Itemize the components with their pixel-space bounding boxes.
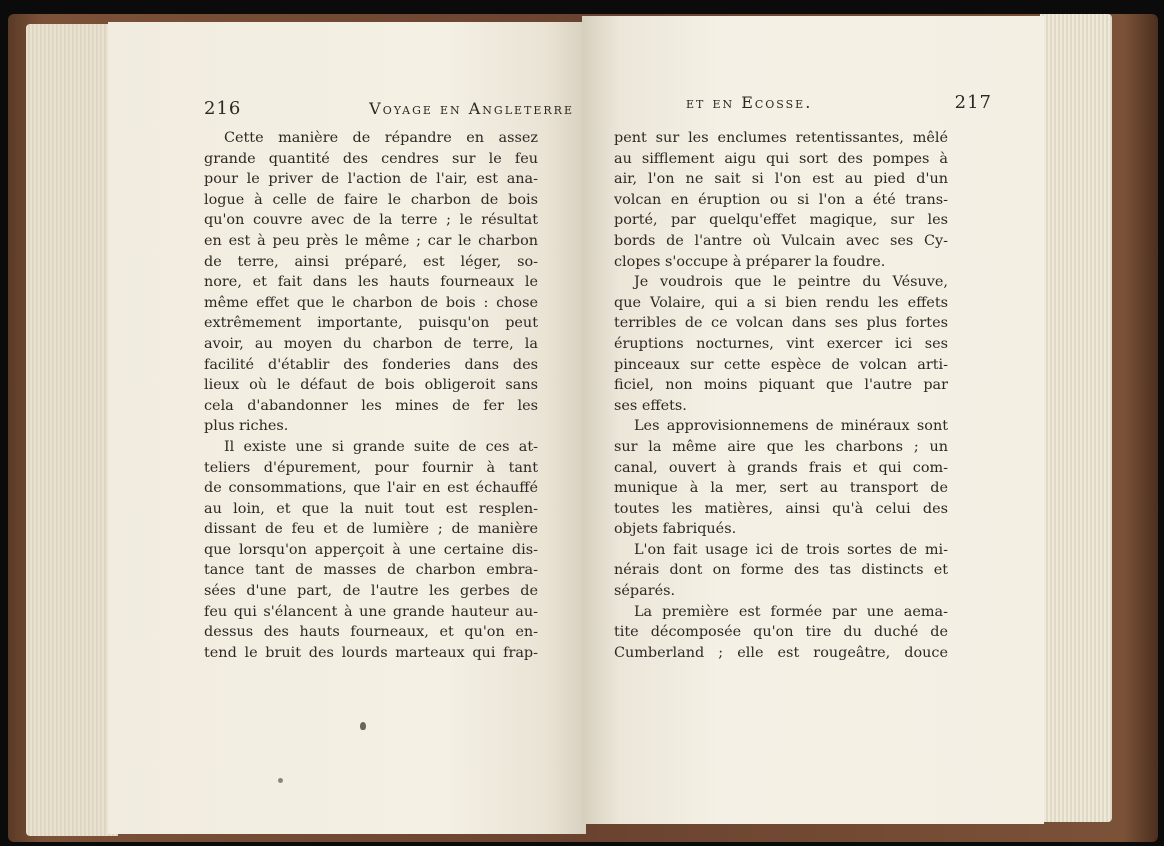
text-line: ficiel, non moins piquant que l'autre par [614, 377, 948, 394]
text-line: dissant de feu et de lumière ; de manière [204, 521, 538, 538]
page-number: 216 [204, 98, 242, 119]
text-line: grande quantité des cendres sur le feu [204, 150, 538, 167]
running-head: et en Ecosse. [686, 93, 813, 112]
text-line: pour le priver de l'action de l'air, est ana- [204, 171, 538, 188]
text-line: éruptions nocturnes, vint exercer ici ses [614, 335, 948, 352]
text-line: que lorsqu'on apperçoit à une certaine dis- [204, 541, 538, 558]
text-line: de consommations, que l'air en est échauffé [204, 480, 538, 497]
text-line: nore, et fait dans les hauts fourneaux le [204, 274, 538, 291]
text-line: terribles de ce volcan dans ses plus fortes [614, 315, 948, 332]
text-line: extrêmement importante, puisqu'on peut [204, 315, 538, 332]
text-line: facilité d'établir des fonderies dans des [204, 356, 538, 373]
text-line: La première est formée par une aema- [634, 603, 948, 620]
text-line: sur la même aire que les charbons ; un [614, 438, 948, 455]
text-line: séparés. [614, 583, 676, 600]
text-line: Il existe une si grande suite de ces at- [224, 438, 538, 455]
right-page-header [622, 92, 992, 113]
text-line: feu qui s'élancent à une grande hauteur au- [204, 603, 538, 620]
text-line: avoir, au moyen du charbon de terre, la [204, 335, 538, 352]
text-line: Cumberland ; elle est rougeâtre, douce [614, 644, 948, 661]
text-line: au loin, et que la nuit tout est resplen- [204, 500, 538, 517]
text-line: air, l'on ne sait si l'on est au pied d'un [614, 171, 948, 188]
text-line: L'on fait usage ici de trois sortes de mi- [634, 541, 948, 558]
text-line: sées d'une part, de l'autre les gerbes de [204, 583, 538, 600]
ink-spot [278, 778, 283, 783]
text-line: pinceaux sur cette espèce de volcan arti- [614, 356, 948, 373]
right-page [582, 16, 1044, 824]
running-head: Voyage en Angleterre [369, 99, 574, 118]
page-edges-left [26, 24, 118, 836]
text-line: plus riches. [204, 418, 289, 435]
text-line: ses effets. [614, 397, 687, 414]
text-line: de terre, ainsi préparé, est léger, so- [204, 253, 538, 270]
text-line: clopes s'occupe à préparer la foudre. [614, 253, 886, 270]
ink-spot [360, 722, 366, 730]
text-line: toutes les matières, ainsi qu'à celui des [614, 500, 948, 517]
text-line: Les approvisionnemens de minéraux sont [634, 418, 948, 435]
page-edges-right [1040, 14, 1112, 822]
text-line: canal, ouvert à grands frais et qui com- [614, 459, 948, 476]
text-line: que Volaire, qui a si bien rendu les effets [614, 294, 948, 311]
text-line: Cette manière de répandre en assez [224, 130, 538, 146]
text-line: munique à la mer, sert au transport de [614, 480, 948, 497]
text-line: cela d'abandonner les mines de fer les [204, 397, 538, 414]
right-page-text [614, 128, 948, 663]
text-line: tite décomposée qu'on tire du duché de [614, 624, 948, 641]
text-line: en est à peu près le même ; car le charbon [204, 232, 538, 249]
text-line: nérais dont on forme des tas distincts et [614, 562, 948, 579]
text-line: tance tant de masses de charbon embra- [204, 562, 538, 579]
text-line: au sifflement aigu qui sort des pompes à [614, 150, 948, 167]
text-line: bords de l'antre où Vulcain avec ses Cy- [614, 232, 948, 249]
text-line: qu'on couvre avec de la terre ; le résultat [204, 212, 538, 229]
left-page [108, 22, 586, 834]
text-line: teliers d'épurement, pour fournir à tant [204, 459, 538, 476]
text-line: dessus des hauts fourneaux, et qu'on en- [204, 624, 538, 641]
text-line: Je voudrois que le peintre du Vésuve, [634, 274, 948, 291]
text-line: tend le bruit des lourds marteaux qui frap- [204, 644, 538, 661]
text-line: logue à celle de faire le charbon de bois [204, 191, 538, 208]
text-line: porté, par quelqu'effet magique, sur les [614, 212, 948, 229]
left-page-header [204, 98, 574, 119]
text-line: même effet que le charbon de bois : chose [204, 294, 538, 311]
left-page-text [204, 128, 538, 663]
text-line: lieux où le défaut de bois obligeroit sans [204, 377, 538, 394]
text-line: volcan en éruption ou si l'on a été trans- [614, 191, 948, 208]
text-line: objets fabriqués. [614, 521, 737, 538]
text-line: pent sur les enclumes retentissantes, mêlé [614, 130, 948, 146]
page-number: 217 [954, 92, 992, 113]
